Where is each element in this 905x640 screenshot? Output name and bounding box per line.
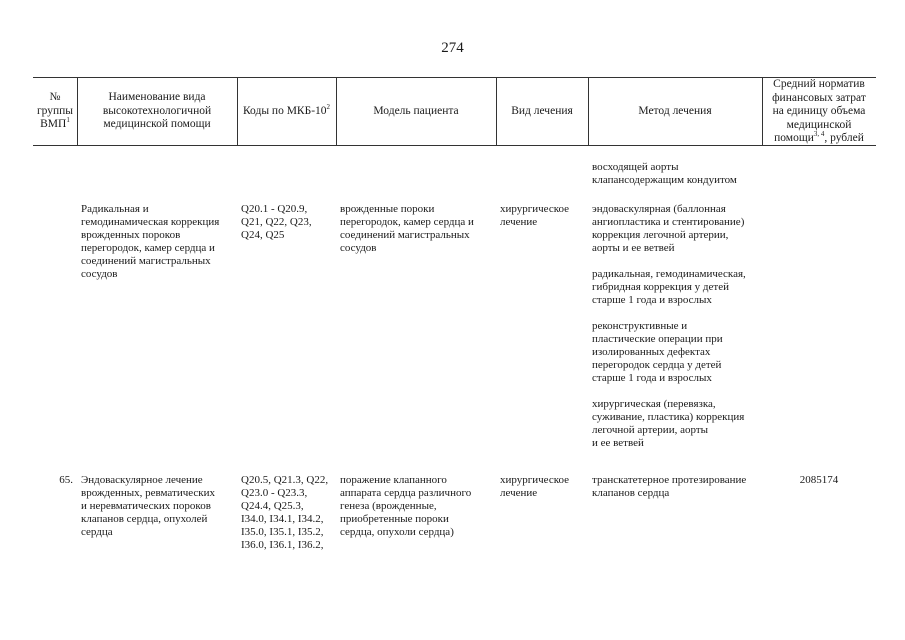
header-treatment-method: Метод лечения [638, 105, 712, 117]
group-number-cell: 65. [59, 474, 73, 486]
header-cost-standard: Средний норматив финансовых затрат на единицу объема медицинской помощи$^{3, 4}$, рублей [772, 78, 866, 144]
icd-codes-cell: Q20.1 - Q20.9, Q21, Q22, Q23, Q24, Q25 [241, 203, 312, 241]
care-type-cell: Радикальная и гемодинамическая коррекция врожденных пороков перегородок, камер сердца и соединений магистральных сосудов [81, 203, 220, 280]
method-paragraph: хирургическая (перевязка, суживание, пластика) коррекция легочной артерии, аорты и ее ветвей [592, 398, 745, 449]
method-paragraph: транскатетерное протезирование клапанов сердца [592, 474, 747, 499]
method-paragraph: восходящей аорты клапансодержащим кондуитом [592, 161, 737, 186]
cost-cell: 2085174 [799, 474, 839, 486]
header-care-type: Наименование вида высокотехнологичной медицинской помощи [102, 91, 212, 130]
icd-codes-cell: Q20.5, Q21.3, Q22, Q23.0 - Q23.3, Q24.4, Q25.3, I34.0, I34.1, I34.2, I35.0, I35.1, I35.2, I36.0, I36.1, I36.2, [241, 474, 329, 551]
method-paragraph: эндоваскулярная (баллонная ангиопластика и стентирование) коррекция легочной артерии, аорты и ее ветвей [592, 203, 745, 254]
method-paragraph: радикальная, гемодинамическая, гибридная коррекция у детей старше 1 года и взрослых [592, 268, 746, 306]
method-cell [592, 161, 764, 200]
header-group-number: № группы ВМП$^1$ [36, 91, 74, 130]
treatment-type-cell: хирургическое лечение [500, 203, 570, 228]
care-type-cell: Эндоваскулярное лечение врожденных, ревматических и неревматических пороков клапанов сердца, опухолей сердца [81, 474, 216, 538]
treatment-type-cell: хирургическое лечение [500, 474, 570, 499]
page-number: 274 [441, 40, 464, 56]
patient-model-cell: врожденные пороки перегородок, камер сердца и соединений магистральных сосудов [340, 203, 474, 254]
method-cell [592, 203, 764, 463]
method-cell [592, 474, 764, 513]
header-patient-model: Модель пациента [373, 105, 459, 117]
header-icd-codes: Коды по МКБ-$10^2$ [242, 103, 331, 117]
header-treatment-type: Вид лечения [511, 105, 573, 117]
table-header-bottom-border [33, 145, 876, 146]
table-top-border [33, 77, 876, 78]
method-paragraph: реконструктивные и пластические операции при изолированных дефектах перегородок сердца у детей старше 1 года и взрослых [592, 320, 723, 384]
patient-model-cell: поражение клапанного аппарата сердца различного генеза (врожденные, приобретенные пороки сердца, опухоли сердца) [340, 474, 472, 538]
